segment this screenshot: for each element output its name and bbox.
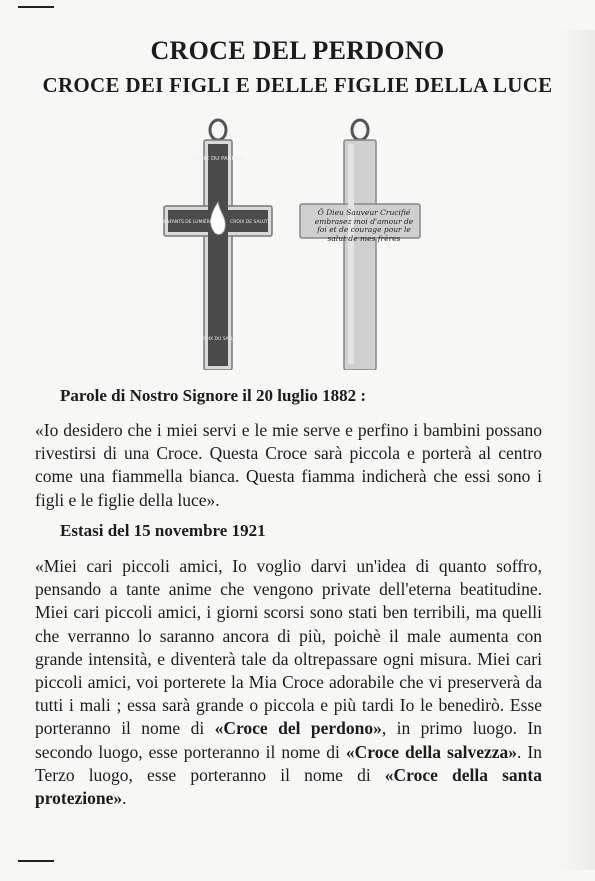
section-heading-1882: Parole di Nostro Signore il 20 luglio 1882 : bbox=[60, 386, 367, 405]
top-edge-line bbox=[18, 6, 54, 8]
message-1921-text-c: . In Terzo luogo, esse porteranno il nome di bbox=[35, 741, 543, 785]
message-1921 bbox=[35, 555, 542, 810]
front-top-text: CROIX DU PARDON bbox=[191, 156, 245, 162]
bleed-through-margin bbox=[555, 30, 595, 870]
back-cross-medal bbox=[300, 120, 420, 370]
message-1921-text-d: . bbox=[122, 788, 127, 809]
front-cross-enamel bbox=[208, 144, 228, 366]
cross-name-protection: «Croce della santa protezione» bbox=[35, 764, 542, 809]
bottom-edge-line bbox=[18, 860, 54, 862]
cross-medals-figure bbox=[158, 118, 428, 370]
front-cross-medal bbox=[163, 120, 272, 370]
back-bail-ring bbox=[352, 120, 368, 140]
cross-name-salvation: «Croce della salvezza» bbox=[345, 741, 518, 762]
message-1882: «Io desidero che i miei servi e le mie serve e perfino i bambini possano rivestirsi di una Croce. Questa Croce sarà piccola e porterà al centro come una fiammella bianca. Questa fiamma indicherà che essi sono i figli e le figlie della luce». bbox=[35, 420, 542, 510]
front-left-text: ENFANTS DE LUMIÈRE bbox=[163, 220, 213, 225]
back-medal-inscription: Ô Dieu Sauveur Crucifié embrasez moi d'amour de foi et de courage pour le salut de mes frères bbox=[314, 208, 414, 243]
back-metal-shade bbox=[348, 144, 354, 364]
front-bail-ring bbox=[210, 120, 226, 140]
message-1921-text-a: «Miei cari piccoli amici, Io voglio darvi un'idea di quanto soffro, pensando a tante anime che vengono private dell'eterna beatitudine. Miei cari piccoli amici, i giorni scorsi sono stati ben terribili, ma quelli che verranno lo saranno ancora di più, poichè il male aumenta con grande intensità, e diventerà tale da oltrepassare ogni misura. Miei cari piccoli amici, voi porterete la Mia Croce adorabile che vi preserverà da tutti i mali ; essa sarà grande o piccola e più tardi Io le benedirò. Esse porteranno il nome di bbox=[35, 556, 542, 739]
page-subtitle: CROCE DEI FIGLI E DELLE FIGLIE DELLA LUCE bbox=[42, 73, 553, 97]
message-1921-text-b: , in primo luogo. In secondo luogo, esse porteranno il nome di bbox=[35, 718, 542, 762]
front-bottom-text: CROIX DU SALUT bbox=[198, 337, 238, 342]
page-title: CROCE DEL PERDONO bbox=[150, 36, 445, 65]
cross-name-pardon: «Croce del perdono» bbox=[214, 718, 382, 739]
section-heading-1921: Estasi del 15 novembre 1921 bbox=[60, 521, 266, 540]
front-right-text: CROIX DE SALUT bbox=[230, 220, 268, 225]
